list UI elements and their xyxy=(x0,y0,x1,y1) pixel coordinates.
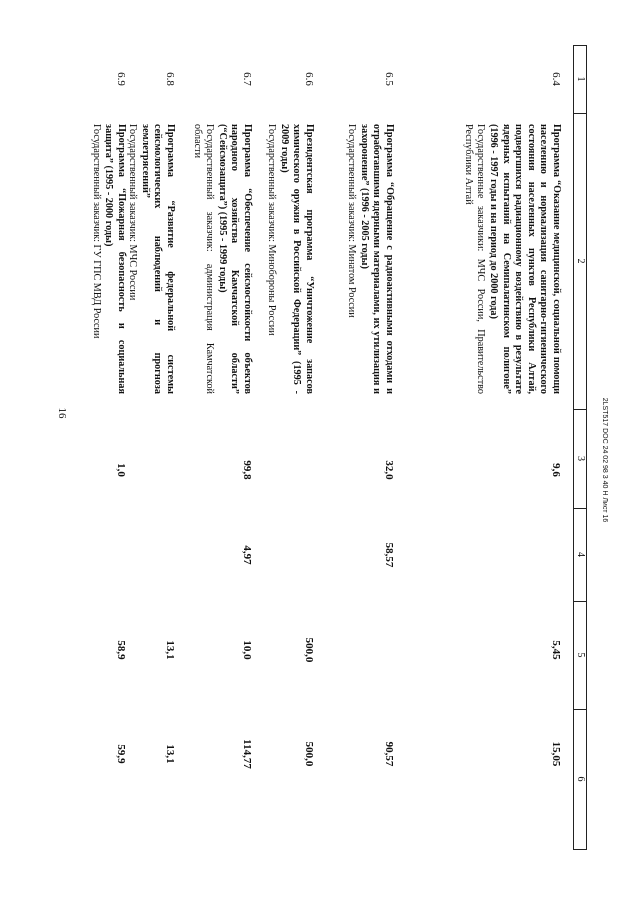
page-number: 16 xyxy=(56,407,68,419)
row-number: 6.9 xyxy=(115,72,127,86)
row-number: 6.6 xyxy=(303,72,315,86)
row-description xyxy=(461,124,562,394)
row-description xyxy=(126,124,176,394)
value-col-6: 15,05 xyxy=(550,741,562,767)
value-col-5: 58,9 xyxy=(115,640,127,660)
value-col-6: 90,57 xyxy=(383,741,395,767)
column-header-4: 4 xyxy=(575,552,586,557)
program-title: Программа “Развитие федеральной системы сейсмологических наблюдений и прогноза землетрясений” xyxy=(139,124,176,394)
program-customer: Государственный заказчик: ГУ ГПС МВД России xyxy=(90,124,102,339)
value-col-6: 500,0 xyxy=(303,741,315,767)
value-col-5: 500,0 xyxy=(303,637,315,663)
program-customer: Государственный заказчик: МЧС России xyxy=(127,124,139,301)
value-col-4: 58,57 xyxy=(383,542,395,568)
column-header-1: 1 xyxy=(575,76,586,82)
row-number: 6.8 xyxy=(164,72,176,86)
program-customer: Государственные заказчики: МЧС России, Правительство Республики Алтай xyxy=(462,124,487,394)
value-col-6: 59,9 xyxy=(115,744,127,764)
row-number: 6.4 xyxy=(550,72,562,86)
value-col-6: 114,77 xyxy=(241,739,253,769)
program-title: Программа “Оказание медицинской, социальной помощи населению и нормализация санитарно-гигиенического состояния населенных пунктов Республики Алтай, подвергшихся радиационному воздействию в результате ядерных испытаний на Семипалатинском полигоне” (1996 - 1997 годы и на период до 2000 года) xyxy=(488,124,562,394)
program-title: Президентская программа “Уничтожение запасов химического оружия в Российской Федерации” (1995 - 2009 годы) xyxy=(278,124,315,394)
value-col-5: 13,1 xyxy=(164,640,176,660)
program-title: Программа “Обеспечение сейсмостойкости объектов народного хозяйства Камчатской области” (“Сейсмозащита”) (1995 - 1999 годы) xyxy=(216,124,253,394)
column-header-3: 3 xyxy=(575,456,586,461)
header-divider xyxy=(574,849,587,850)
value-col-5: 10,0 xyxy=(241,640,253,660)
program-title: Программа “Пожарная безопасность и социальная защита” (1995 - 2000 годы) xyxy=(103,124,127,394)
column-header-6: 6 xyxy=(575,776,586,782)
value-col-3: 99,8 xyxy=(241,460,253,480)
column-header-2: 2 xyxy=(575,258,586,264)
column-header-5: 5 xyxy=(575,652,586,658)
value-col-5: 5,45 xyxy=(550,640,562,660)
program-title: Программа “Обращение с радиоактивными отходами и отработавшими ядерными материалами, их утилизация и захоронение” (1996 - 2005 годы) xyxy=(358,124,395,394)
row-description xyxy=(89,124,127,394)
value-col-3: 9,6 xyxy=(550,463,562,477)
program-customer: Государственный заказчик: администрация Камчатской области xyxy=(191,124,216,394)
value-col-4: 4,97 xyxy=(241,545,253,565)
value-col-6: 13,1 xyxy=(164,744,176,764)
row-description xyxy=(345,124,395,394)
program-customer: Государственный заказчик: Минобороны России xyxy=(266,124,278,336)
side-stamp-text: 2LST517 DOC 24 02 98 3 40 Н Лист 16 xyxy=(601,397,608,523)
value-col-3: 32,0 xyxy=(383,460,395,480)
row-number: 6.7 xyxy=(241,72,253,86)
value-col-3: 1,0 xyxy=(115,463,127,477)
row-number: 6.5 xyxy=(383,72,395,86)
row-description xyxy=(265,124,315,394)
program-customer: Государственный заказчик: Минатом России xyxy=(346,124,358,318)
rotated-table xyxy=(70,45,587,850)
row-description xyxy=(190,124,253,394)
